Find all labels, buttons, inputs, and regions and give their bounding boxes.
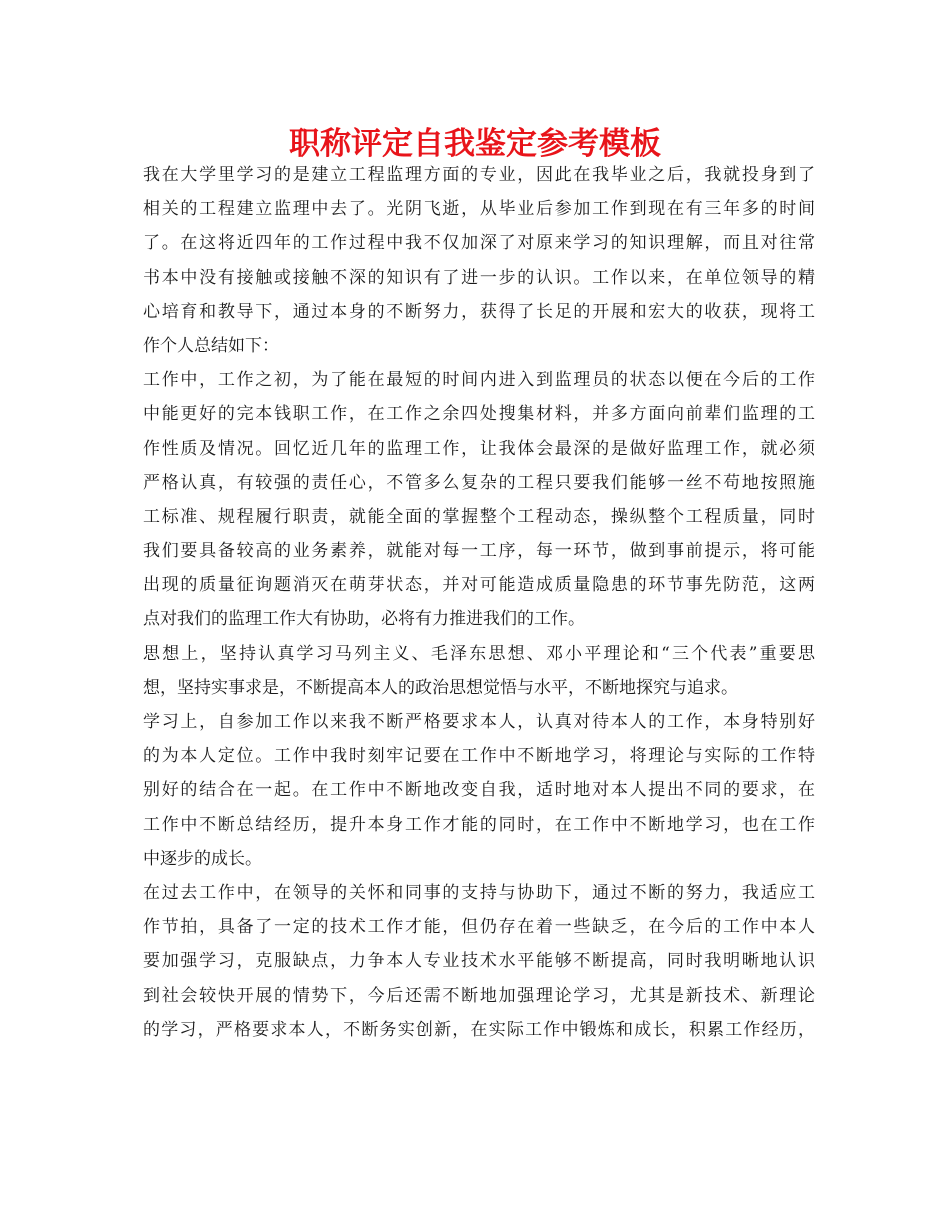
text-line: 我们要具备较高的业务素养，就能对每一工序，每一环节，做到事前提示，将可能 [143,541,815,562]
text-line: 别好的结合在一起。在工作中不断地改变自我，适时地对本人提出不同的要求，在 [143,780,815,801]
text-line: 中能更好的完本钱职工作，在工作之余四处搜集材料，并多方面向前辈们监理的工 [143,404,815,425]
text-line: 作节拍，具备了一定的技术工作才能，但仍存在着一些缺乏，在今后的工作中本人 [143,917,815,938]
text-line: 的为本人定位。工作中我时刻牢记要在工作中不断地学习，将理论与实际的工作特 [143,746,815,767]
text-line: 了。在这将近四年的工作过程中我不仅加深了对原来学习的知识理解，而且对往常 [143,233,815,254]
text-line: 工标准、规程履行职责，就能全面的掌握整个工程动态，操纵整个工程质量，同时 [143,506,815,527]
text-line: 严格认真，有较强的责任心，不管多么复杂的工程只要我们能够一丝不苟地按照施 [143,472,815,493]
text-line: 想，坚持实事求是，不断提高本人的政治思想觉悟与水平，不断地探究与追求。 [143,677,738,698]
text-line: 要加强学习，克服缺点，力争本人专业技术水平能够不断提高，同时我明晰地认识 [143,951,815,972]
document-title: 职称评定自我鉴定参考模板 [289,126,661,162]
text-line: 相关的工程建立监理中去了。光阴飞逝，从毕业后参加工作到现在有三年多的时间 [143,199,815,220]
paragraph-work [143,365,815,635]
text-line: 点对我们的监理工作大有协助，必将有力推进我们的工作。 [143,609,585,630]
text-line: 学习上，自参加工作以来我不断严格要求本人，认真对待本人的工作，本身特别好 [143,712,815,732]
text-line: 思想上，坚持认真学习马列主义、毛泽东思想、邓小平理论和“三个代表”重要思 [143,643,815,664]
text-line: 心培育和教导下，通过本身的不断努力，获得了长足的开展和宏大的收获，现将工 [143,301,815,322]
text-line: 工作中不断总结经历，提升本身工作才能的同时，在工作中不断地学习，也在工作 [143,814,815,835]
paragraph-study [143,707,815,875]
text-line: 书本中没有接触或接触不深的知识有了进一步的认识。工作以来，在单位领导的精 [143,267,815,288]
paragraph-thought [143,639,815,704]
text-line: 我在大学里学习的是建立工程监理方面的专业，因此在我毕业之后，我就投身到了 [143,165,815,185]
text-line: 中逐步的成长。 [143,848,262,869]
text-line: 的学习，严格要求本人，不断务实创新，在实际工作中锻炼和成长，积累工作经历， [143,1019,815,1040]
paragraph-outlook [143,878,815,1046]
text-line: 工作中，工作之初，为了能在最短的时间内进入到监理员的状态以便在今后的工作 [143,370,815,391]
paragraph-intro [143,160,815,362]
text-line: 出现的质量征询题消灭在萌芽状态，并对可能造成质量隐患的环节事先防范，这两 [143,575,815,596]
text-line: 到社会较快开展的情势下，今后还需不断地加强理论学习，尤其是新技术、新理论 [143,985,815,1006]
text-line: 作性质及情况。回忆近几年的监理工作，让我体会最深的是做好监理工作，就必须 [143,438,815,459]
text-line: 在过去工作中，在领导的关怀和同事的支持与协助下，通过不断的努力，我适应工 [143,882,815,903]
text-line: 作个人总结如下： [143,335,279,356]
document-body [143,160,815,1049]
